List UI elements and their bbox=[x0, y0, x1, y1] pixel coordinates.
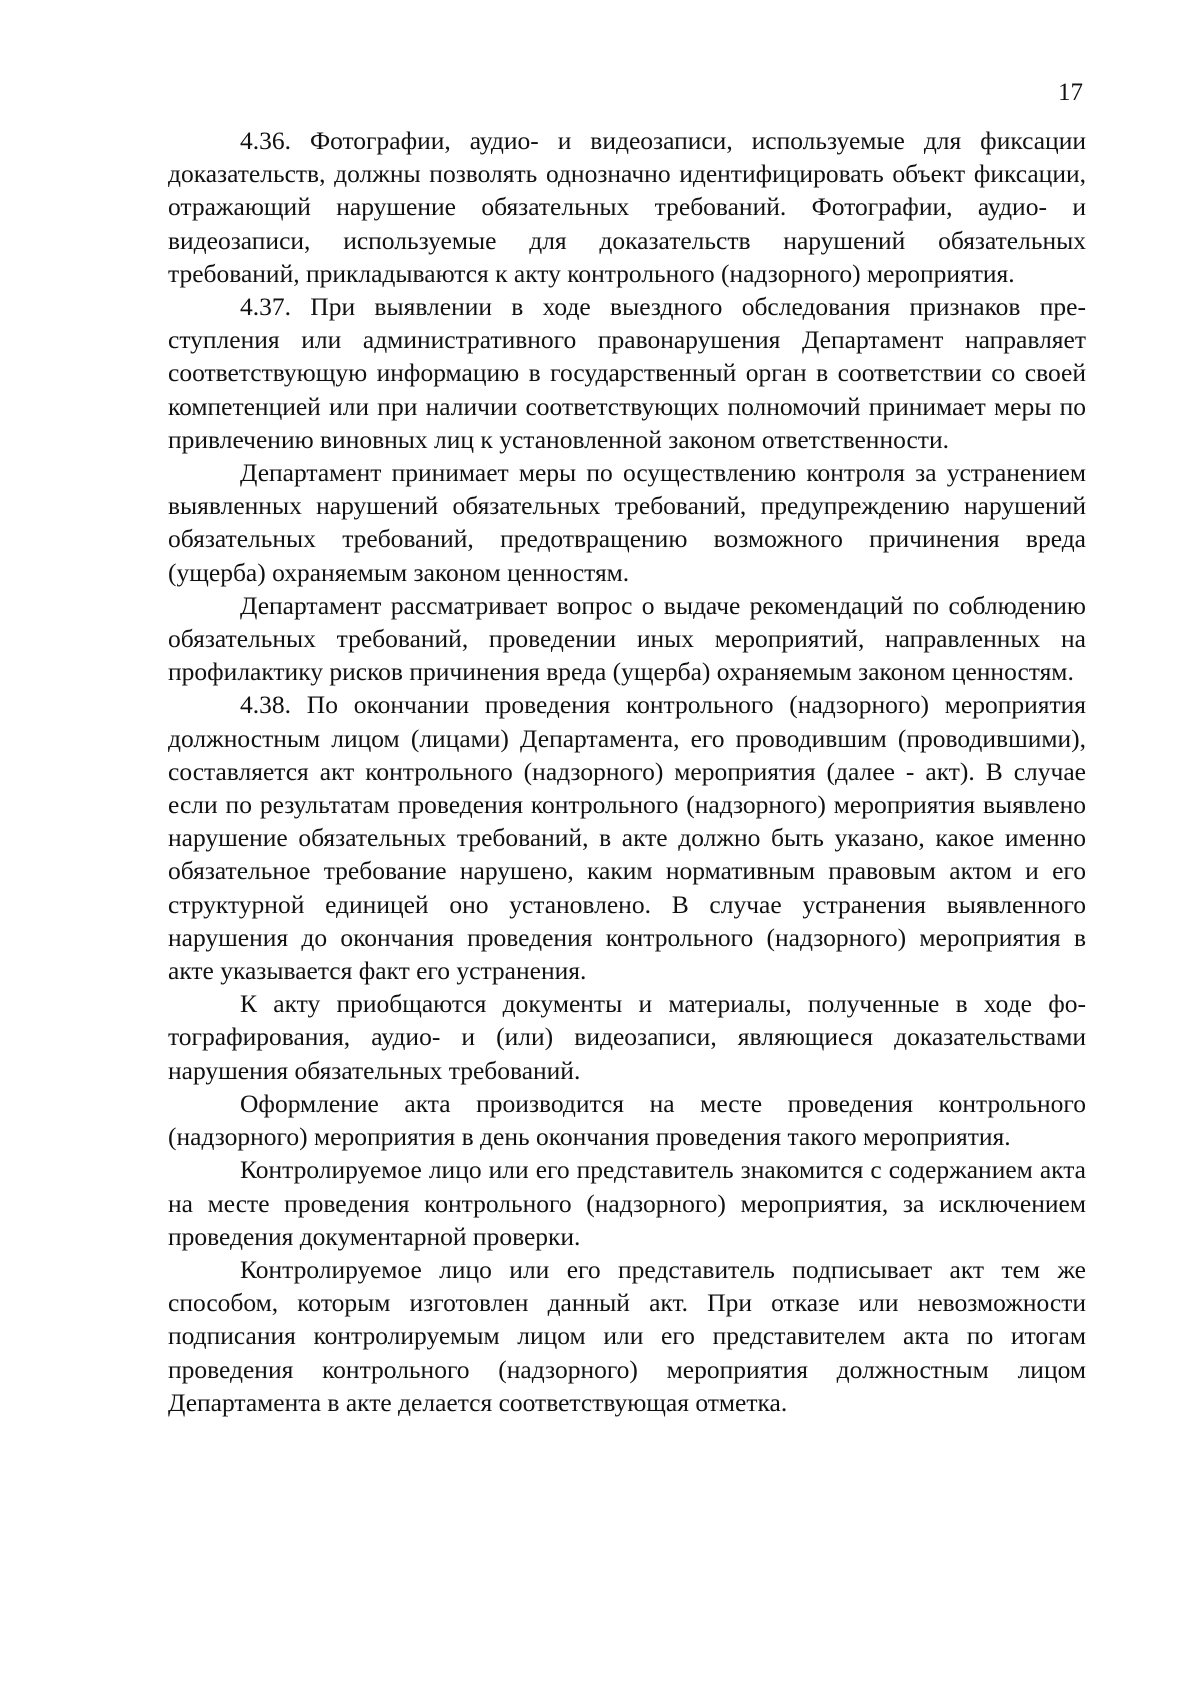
paragraph-act-signing: Контролируемое лицо или его представитель подписывает акт тем же способом, которым изготовлен данный акт. При отказе или невозможности подписания контролируемым лицом или его представителем акта по итогам проведения контрольного (надзорного) мероприятия должностным лицом Департамента в акте делается соответствующая отметка. bbox=[168, 1254, 1086, 1417]
paragraph-act-attachments: К акту приобщаются документы и материалы, полученные в ходе фотографирования, аудио- и (или) видеозаписи, являющиеся доказательствами нарушения обязательных требований. bbox=[168, 989, 1086, 1085]
document-body bbox=[168, 124, 1086, 1419]
paragraph-4-36: 4.36. Фотографии, аудио- и видеозаписи, используемые для фиксации доказательств, должны позволять однозначно идентифицировать объект фиксации, отражающий нарушение обязательных требований. Фотографии, аудио- и видеозаписи, используемые для доказательств нарушений обязательных требований, прикладываются к акту контрольного (надзорного) мероприятия. bbox=[168, 126, 1086, 288]
paragraph-act-preparation: Оформление акта производится на месте проведения контрольного (надзорного) мероприятия в день окончания проведения такого мероприятия. bbox=[168, 1088, 1086, 1152]
paragraph-control-measures: Департамент принимает меры по осуществлению контроля за устранением выявленных нарушений обязательных требований, предупреждению нарушений обязательных требований, предотвращению возможного причинения вреда (ущерба) охраняемым законом ценностям. bbox=[168, 458, 1086, 587]
paragraph-recommendations: Департамент рассматривает вопрос о выдаче рекомендаций по соблюдению обязательных требований, проведении иных мероприятий, направленных на профилактику рисков причинения вреда (ущерба) охраняемым законом ценностям. bbox=[168, 590, 1086, 687]
paragraph-4-37: 4.37. При выявлении в ходе выездного обследования признаков преступления или административного правонарушения Департамент направляет соответствующую информацию в государственный орган в соответствии со своей компетенцией или при наличии соответствующих полномочий принимает меры по привлечению виновных лиц к установленной законом ответственности. bbox=[168, 292, 1086, 454]
page-number: 17 bbox=[1058, 79, 1083, 106]
paragraph-act-familiarization: Контролируемое лицо или его представитель знакомится с содержанием акта на месте проведения контрольного (надзорного) мероприятия, за исключением проведения документарной проверки. bbox=[168, 1155, 1086, 1251]
paragraph-4-38: 4.38. По окончании проведения контрольного (надзорного) мероприятия должностным лицом (лицами) Департамента, его проводившим (проводившими), составляется акт контрольного (надзорного) мероприятия (далее - акт). В случае если по результатам проведения контрольного (надзорного) мероприятия выявлено нарушение обязательных требований, в акте должно быть указано, какое именно обязательное требование нарушено, каким нормативным правовым актом и его структурной единицей оно установлено. В случае устранения выявленного нарушения до окончания проведения контрольного (надзорного) мероприятия в акте указывается факт его устранения. bbox=[168, 690, 1086, 986]
